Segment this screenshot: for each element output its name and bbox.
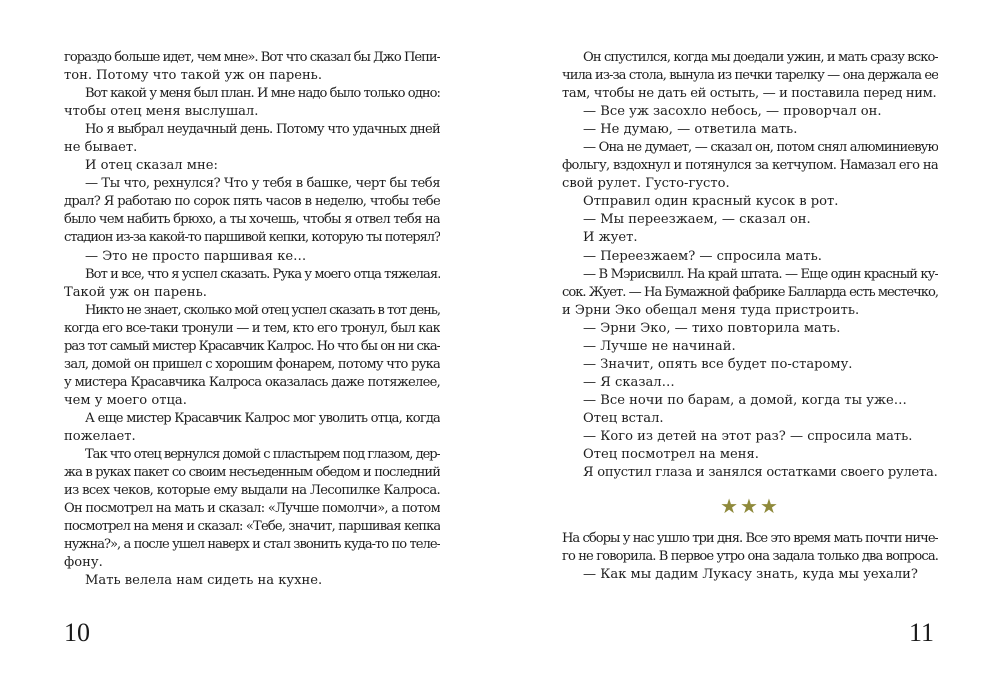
text-line: — Значит, опять все будет по-старому. — [583, 356, 853, 372]
page-number-right: 11 — [908, 618, 934, 647]
text-line: зал, домой он пришел с хорошим фонарем, потому что рука — [64, 356, 440, 372]
text-line: когда его все-таки тронули — и тем, кто его тронул, был как — [64, 320, 440, 336]
text-line: нужна?», а после ушел наверх и стал звонить куда-то по теле- — [64, 537, 440, 553]
text-line: посмотрел на меня и сказал: «Тебе, значит, паршивая кепка — [64, 519, 440, 535]
text-line: Отправил один красный кусок в рот. — [583, 194, 839, 210]
left-page — [64, 49, 440, 590]
text-line: сок. Жует. — На Бумажной фабрике Балларда есть местечко, — [562, 284, 938, 300]
text-line: Никто не знает, сколько мой отец успел сказать в тот день, — [85, 302, 440, 318]
text-line: гораздо больше идет, чем мне». Вот что сказал бы Джо Пепи- — [64, 50, 440, 65]
right-page-text-before-break — [562, 49, 938, 482]
text-line: — В Мэрисвилл. На край штата. — Еще один красный ку- — [583, 266, 938, 282]
text-line: фольгу, вздохнул и потянулся за кетчупом. Намазал его на — [562, 158, 938, 174]
text-line: Отец посмотрел на меня. — [583, 447, 759, 463]
text-line: — Кого из детей на этот раз? — спросила мать. — [583, 428, 913, 444]
text-line: — Все ночи по барам, а домой, когда ты уже… — [583, 392, 907, 408]
text-line: Мать велела нам сидеть на кухне. — [85, 573, 323, 589]
text-line: там, чтобы не дать ей остыть, — и поставила перед ним. — [562, 86, 937, 102]
text-line: тон. Потому что такой уж он парень. — [64, 68, 322, 84]
text-line: стадион из-за какой-то паршивой кепки, которую ты потерял? — [64, 230, 440, 246]
text-line: На сборы у нас ушло три дня. Все это время мать почти ниче- — [562, 531, 938, 547]
text-line: Я опустил глаза и занялся остатками своего рулета. — [583, 465, 938, 481]
text-line: Отец встал. — [583, 410, 664, 426]
text-line: у мистера Красавчика Калроса оказалась даже потяжелее, — [64, 374, 440, 390]
text-line: не бывает. — [64, 140, 138, 156]
text-line: чтобы отец меня выслушал. — [64, 104, 259, 120]
text-line: — Лучше не начинай. — [583, 338, 736, 354]
text-line: — Это не просто паршивая ке… — [85, 248, 307, 264]
text-line: чем у моего отца. — [64, 392, 187, 408]
right-page — [562, 49, 938, 584]
text-line: И жует. — [583, 230, 638, 246]
text-line: го не говорила. В первое утро она задала только два вопроса. — [562, 549, 938, 565]
text-line: Такой уж он парень. — [64, 284, 207, 300]
section-break-stars: ★★★ — [720, 494, 780, 519]
text-line: Он посмотрел на мать и сказал: «Лучше помолчи», а потом — [64, 501, 440, 517]
text-line: — Не думаю, — ответила мать. — [583, 122, 798, 138]
text-line: И отец сказал мне: — [85, 158, 218, 174]
right-page-text-after-break — [562, 530, 938, 584]
text-line: Вот какой у меня был план. И мне надо было только одно: — [85, 86, 440, 102]
text-line: — Я сказал… — [583, 374, 675, 390]
text-line: Вот и все, что я успел сказать. Рука у моего отца тяжелая. — [85, 266, 440, 282]
text-line: А еще мистер Красавчик Калрос мог уволить отца, когда — [85, 410, 440, 426]
text-line: Так что отец вернулся домой с пластырем под глазом, дер- — [85, 447, 440, 463]
text-line: чила из-за стола, вынула из печки тарелку — она держала ее — [562, 68, 938, 84]
text-line: — Ты что, рехнулся? Что у тебя в башке, черт бы тебя — [85, 176, 440, 192]
text-line: Но я выбрал неудачный день. Потому что удачных дней — [85, 122, 440, 138]
text-line: жа в руках пакет со своим несъеденным обедом и последний — [64, 465, 440, 481]
text-line: пожелает. — [64, 428, 136, 444]
text-line: — Она не думает, — сказал он, потом снял алюминиевую — [583, 140, 938, 156]
text-line: — Эрни Эко, — тихо повторила мать. — [583, 320, 841, 336]
text-line: раз тот самый мистер Красавчик Калрос. Но что бы он ни ска- — [64, 338, 440, 354]
text-line: — Переезжаем? — спросила мать. — [583, 248, 822, 264]
text-line: Он спустился, когда мы доедали ужин, и мать сразу вско- — [583, 50, 938, 65]
text-line: — Как мы дадим Лукасу знать, куда мы уехали? — [583, 567, 918, 583]
text-line: — Все уж засохло небось, — проворчал он. — [583, 104, 882, 120]
text-line: свой рулет. Густо-густо. — [562, 176, 730, 192]
text-line: из всех чеков, которые ему выдали на Лесопилке Калроса. — [64, 483, 440, 499]
left-page-text — [64, 49, 440, 590]
text-line: — Мы переезжаем, — сказал он. — [583, 212, 811, 228]
text-line: драл? Я работаю по сорок пять часов в неделю, чтобы тебе — [64, 194, 440, 210]
page-number-left: 10 — [64, 618, 90, 647]
text-line: было чем набить брюхо, а ты хочешь, чтобы я отвел тебя на — [64, 212, 440, 228]
text-line: фону. — [64, 555, 103, 571]
text-line: и Эрни Эко обещал меня туда пристроить. — [562, 302, 860, 318]
